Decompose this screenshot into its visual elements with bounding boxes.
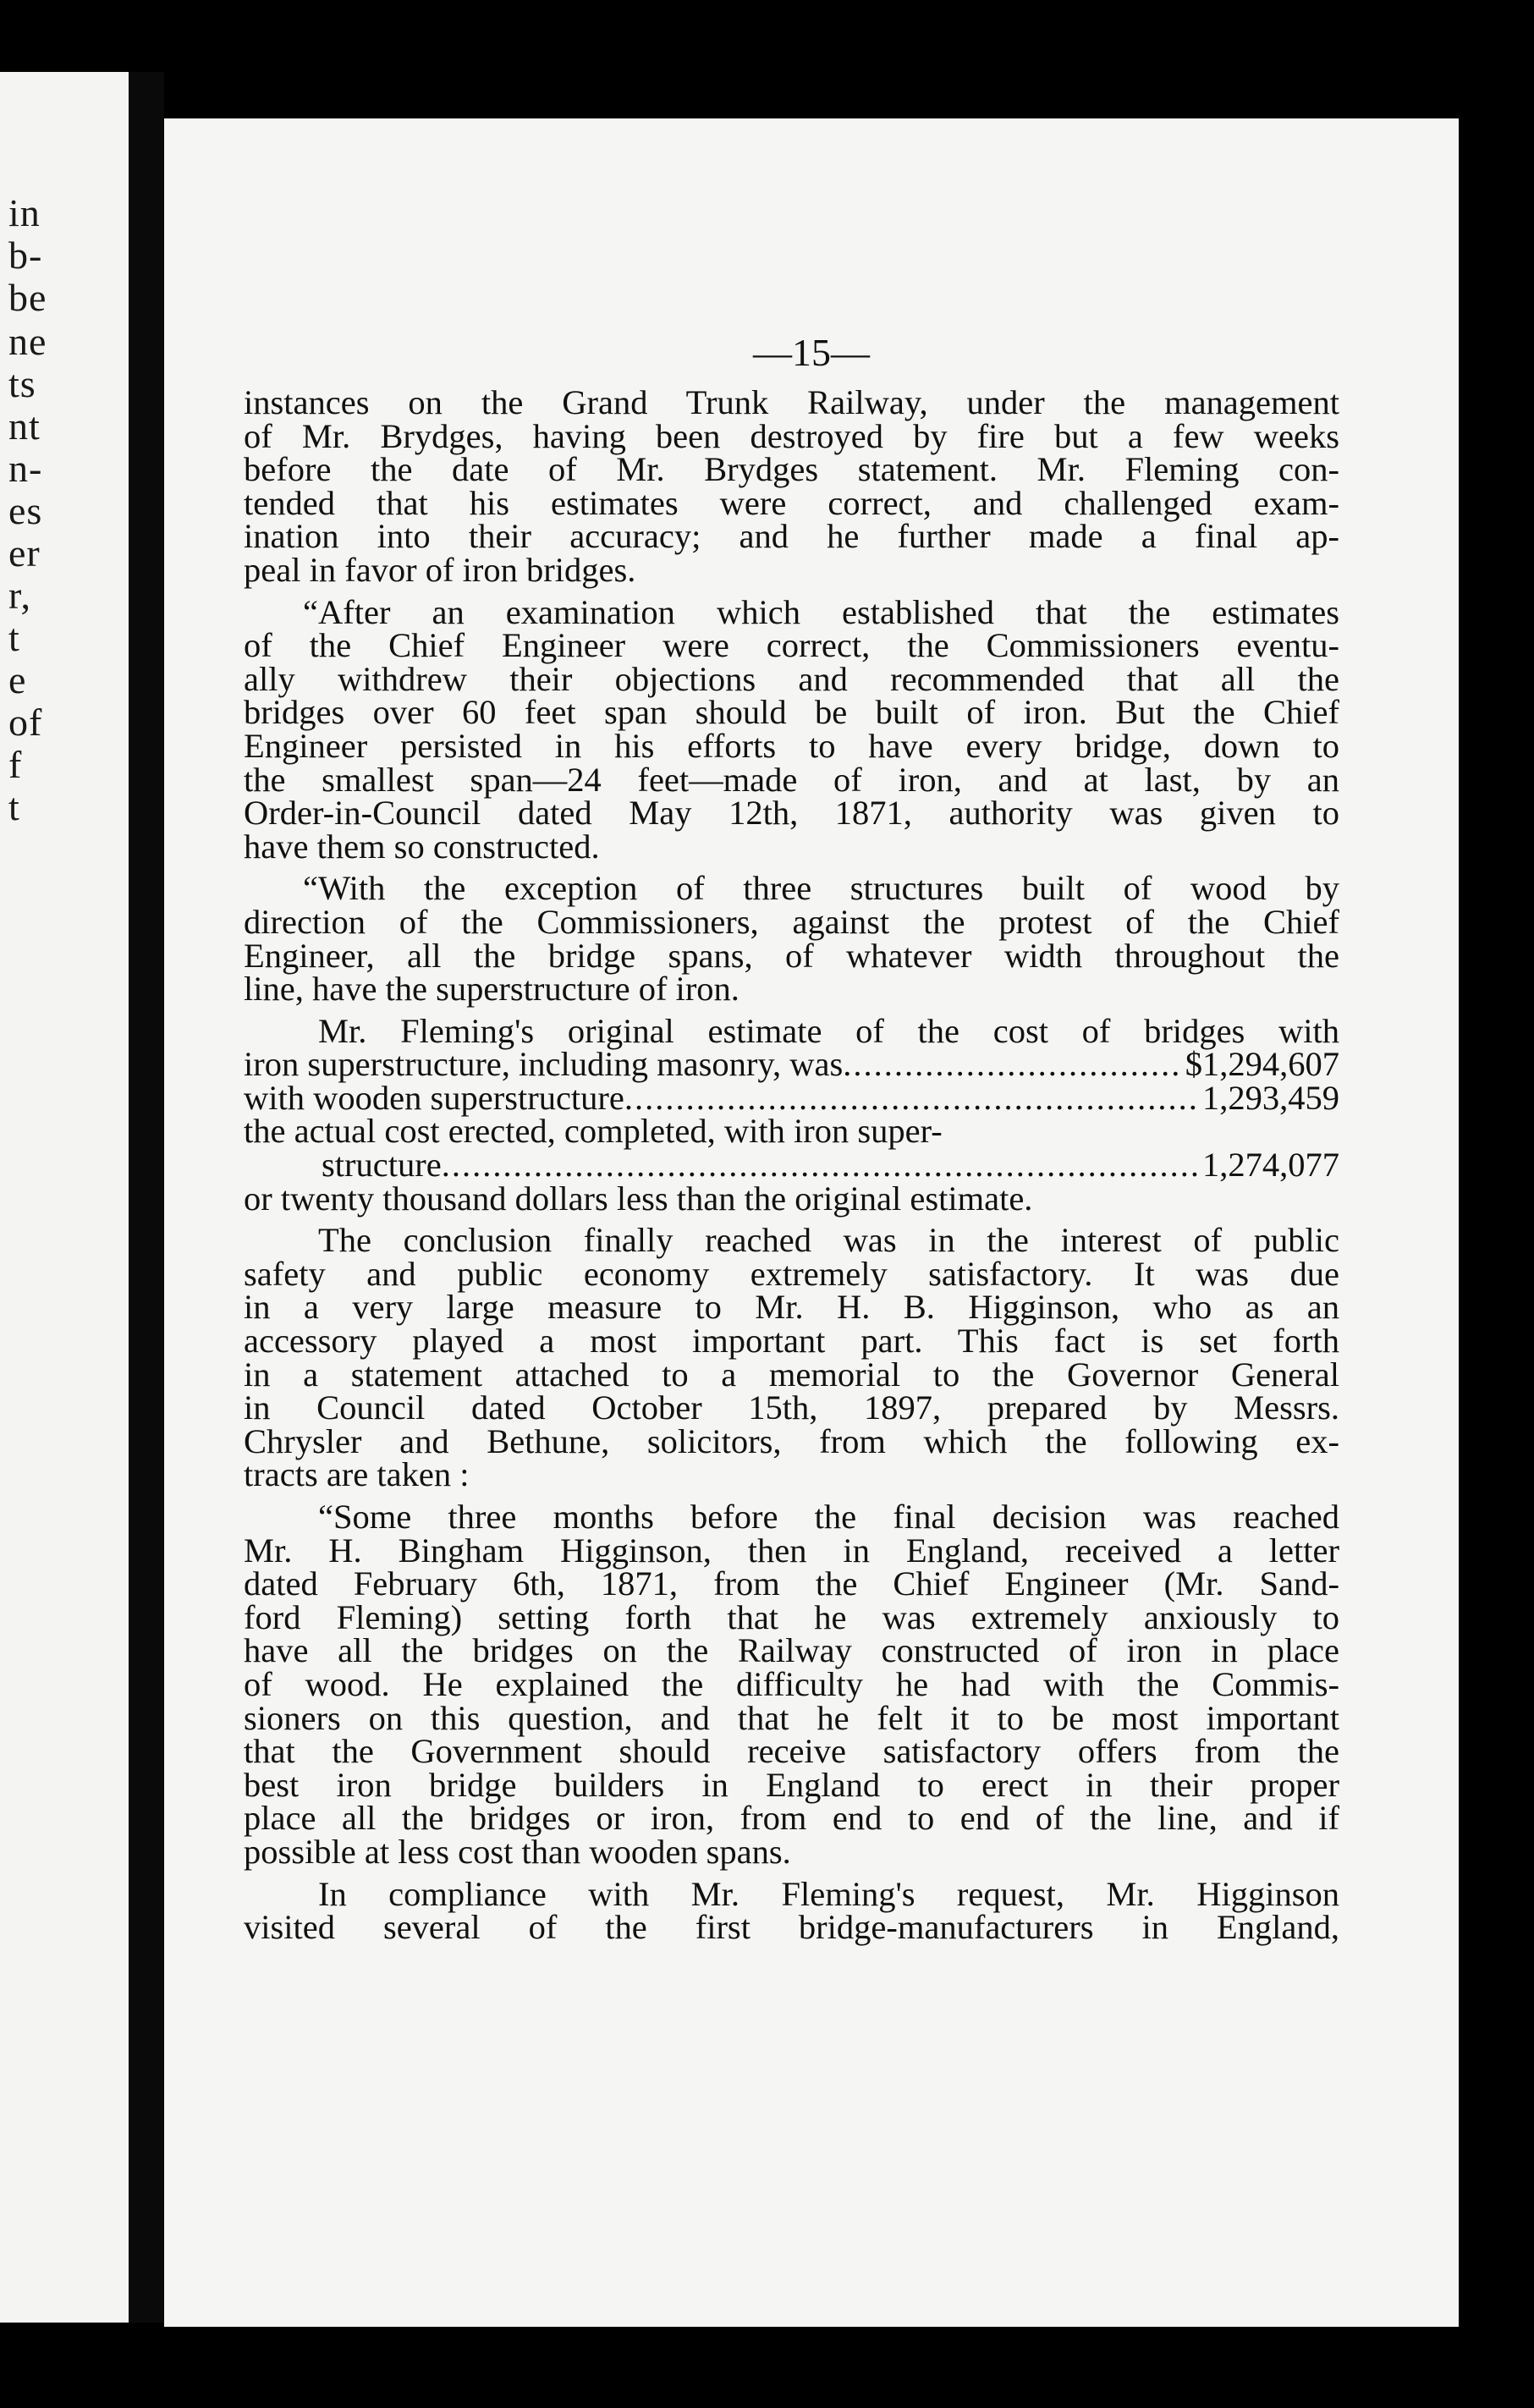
text-line: Mr. H. Bingham Higginson, then in England, received a letter (244, 1531, 1339, 1570)
text-line: line, have the superstructure of iron. (244, 970, 740, 1009)
margin-fragment: ts (8, 362, 36, 405)
margin-fragment: ne (8, 320, 47, 363)
cost-label: iron superstructure, including masonry, was (244, 1045, 844, 1084)
text-line: visited several of the first bridge-manufacturers in England, (244, 1908, 1339, 1947)
cost-amount: $1,294,607 (1185, 1045, 1339, 1084)
cost-amount: 1,274,077 (1202, 1146, 1339, 1185)
text-line: in a very large measure to Mr. H. B. Higginson, who as an (244, 1288, 1339, 1327)
text-line: tracts are taken : (244, 1455, 470, 1494)
text-line: In compliance with Mr. Fleming's request, Mr. Higginson (318, 1874, 1339, 1913)
page-number: —15— (753, 331, 870, 374)
cost-label: with wooden superstructure (244, 1078, 624, 1117)
text-line: bridges over 60 feet span should be built of iron. But the Chief (244, 693, 1339, 732)
text-line: safety and public economy extremely satisfactory. It was due (244, 1254, 1339, 1293)
text-line: in a statement attached to a memorial to the Governor General (244, 1355, 1339, 1394)
text-line: possible at less cost than wooden spans. (244, 1832, 791, 1871)
text-line: before the date of Mr. Brydges statement. Mr. Fleming con- (244, 450, 1339, 489)
text-line: of wood. He explained the difficulty he had with the Commis- (244, 1664, 1339, 1703)
margin-fragment: t (8, 616, 20, 659)
text-line: in Council dated October 15th, 1897, prepared by Messrs. (244, 1388, 1339, 1427)
dot-leader (843, 1047, 1182, 1081)
margin-fragment: er (8, 531, 41, 575)
text-line: sioners on this question, and that he felt it to be most important (244, 1698, 1339, 1737)
margin-fragment: es (8, 489, 43, 532)
cost-label: structure (322, 1146, 442, 1185)
text-line: Mr. Fleming's original estimate of the cost of bridges with (318, 1011, 1339, 1050)
book-gutter (129, 72, 164, 2323)
text-line: Engineer persisted in his efforts to have every bridge, down to (244, 726, 1339, 765)
text-line: “With the exception of three structures built of wood by (303, 869, 1339, 908)
dot-leader (442, 1148, 1199, 1182)
margin-fragment: in (8, 191, 41, 234)
text-line: The conclusion finally reached was in the interest of public (318, 1221, 1339, 1260)
margin-fragment: e (8, 658, 27, 701)
text-line: instances on the Grand Trunk Railway, under the management (244, 383, 1339, 421)
margin-fragment: t (8, 785, 20, 828)
text-line: dated February 6th, 1871, from the Chief Engineer (Mr. Sand- (244, 1564, 1339, 1603)
dot-leader (624, 1081, 1199, 1115)
text-line: or twenty thousand dollars less than the original estimate. (244, 1179, 1033, 1218)
text-line: accessory played a most important part. This fact is set forth (244, 1322, 1339, 1361)
cost-row-actual (244, 1146, 1339, 1185)
margin-fragment: be (8, 276, 47, 319)
cost-row-wood (244, 1078, 1339, 1117)
body-text (244, 383, 1339, 1947)
cost-row-iron (244, 1045, 1339, 1084)
cost-amount: 1,293,459 (1202, 1078, 1339, 1117)
text-line: Engineer, all the bridge spans, of whatever width throughout the (244, 936, 1339, 975)
text-line: Chrysler and Bethune, solicitors, from which the following ex- (244, 1421, 1339, 1460)
text-line: direction of the Commissioners, against the protest of the Chief (244, 902, 1339, 941)
text-line: “After an examination which established that the estimates (303, 592, 1339, 631)
margin-fragment: n- (8, 447, 43, 490)
adjacent-page-edge (0, 72, 129, 2323)
text-line: that the Government should receive satisfactory offers from the (244, 1732, 1339, 1771)
text-line: best iron bridge builders in England to erect in their proper (244, 1765, 1339, 1804)
text-line: Order-in-Council dated May 12th, 1871, authority was given to (244, 794, 1339, 833)
text-line: ination into their accuracy; and he further made a final ap- (244, 517, 1339, 556)
text-line: of the Chief Engineer were correct, the Commissioners eventu- (244, 626, 1339, 665)
margin-fragment: r, (8, 574, 31, 617)
text-line: of Mr. Brydges, having been destroyed by fire but a few weeks (244, 416, 1339, 455)
text-line: the smallest span—24 feet—made of iron, and at last, by an (244, 760, 1339, 799)
text-line: “Some three months before the final decision was reached (318, 1498, 1339, 1536)
text-line: place all the bridges or iron, from end to end of the line, and if (244, 1799, 1339, 1838)
text-line: the actual cost erected, completed, with iron super- (244, 1112, 943, 1151)
margin-fragment: of (8, 701, 43, 744)
text-line: ford Fleming) setting forth that he was extremely anxiously to (244, 1597, 1339, 1636)
margin-fragment: b- (8, 234, 43, 277)
text-line: have all the bridges on the Railway constructed of iron in place (244, 1631, 1339, 1670)
margin-fragment: nt (8, 404, 41, 448)
text-line: peal in favor of iron bridges. (244, 550, 636, 589)
document-page (164, 118, 1459, 2327)
text-line: tended that his estimates were correct, and challenged exam- (244, 483, 1339, 522)
text-line: have them so constructed. (244, 827, 600, 866)
margin-fragment: f (8, 743, 23, 786)
text-line: ally withdrew their objections and recommended that all the (244, 659, 1339, 698)
